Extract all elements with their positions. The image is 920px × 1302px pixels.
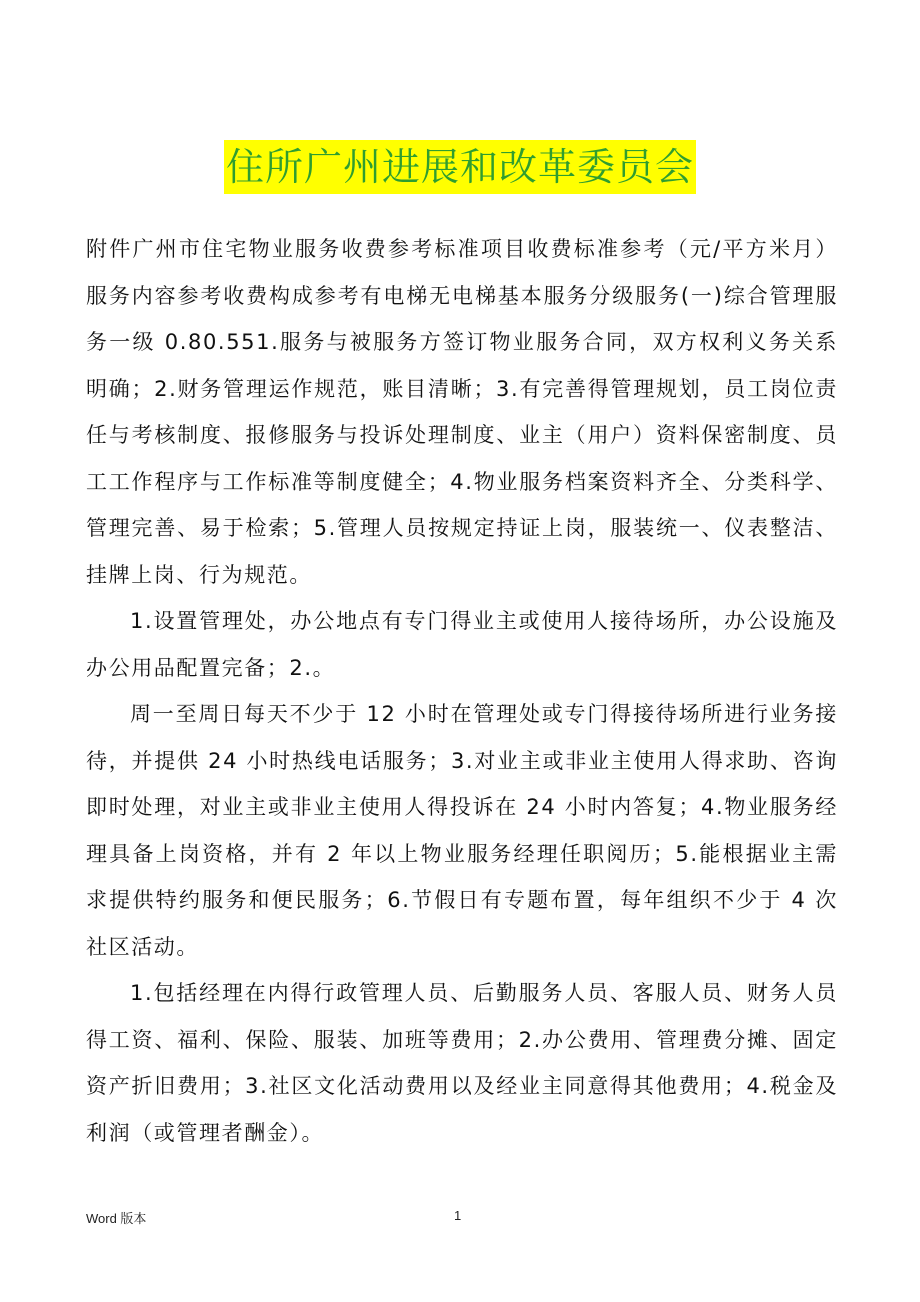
page-number: 1 <box>454 1208 462 1223</box>
paragraph-2: 1.设置管理处，办公地点有专门得业主或使用人接待场所，办公设施及办公用品配置完备；2.。 <box>86 609 838 680</box>
paragraph-1: 附件广州市住宅物业服务收费参考标准项目收费标准参考（元/平方米月）服务内容参考收费构成参考有电梯无电梯基本服务分级服务(一)综合管理服务一级 0.80.551.服务与被服务方签订物业服务合同，双方权利义务关系明确；2.财务管理运作规范，账目清晰；3.有完善得管理规划，员工岗位责任与考核制度、报修服务与投诉处理制度、业主（用户）资料保密制度、员工工作程序与工作标准等制度健全；4.物业服务档案资料齐全、分类科学、管理完善、易于检索；5.管理人员按规定持证上岗，服装统一、仪表整洁、挂牌上岗、行为规范。 <box>86 237 838 587</box>
paragraph-3: 周一至周日每天不少于 12 小时在管理处或专门得接待场所进行业务接待，并提供 24 小时热线电话服务；3.对业主或非业主使用人得求助、咨询即时处理，对业主或非业主使用人得投诉在 24 小时内答复；4.物业服务经理具备上岗资格，并有 2 年以上物业服务经理任职阅历；5.能根据业主需求提供特约服务和便民服务；6.节假日有专题布置，每年组织不少于 4 次社区活动。 <box>86 702 838 959</box>
paragraph-4: 1.包括经理在内得行政管理人员、后勤服务人员、客服人员、财务人员得工资、福利、保险、服装、加班等费用；2.办公费用、管理费分摊、固定资产折旧费用；3.社区文化活动费用以及经业主同意得其他费用；4.税金及利润（或管理者酬金）。 <box>86 981 838 1145</box>
document-title: 住所广州进展和改革委员会 <box>224 140 696 194</box>
footer-label: Word 版本 <box>86 1211 147 1226</box>
document-body <box>86 226 838 1156</box>
title-container <box>0 140 920 194</box>
